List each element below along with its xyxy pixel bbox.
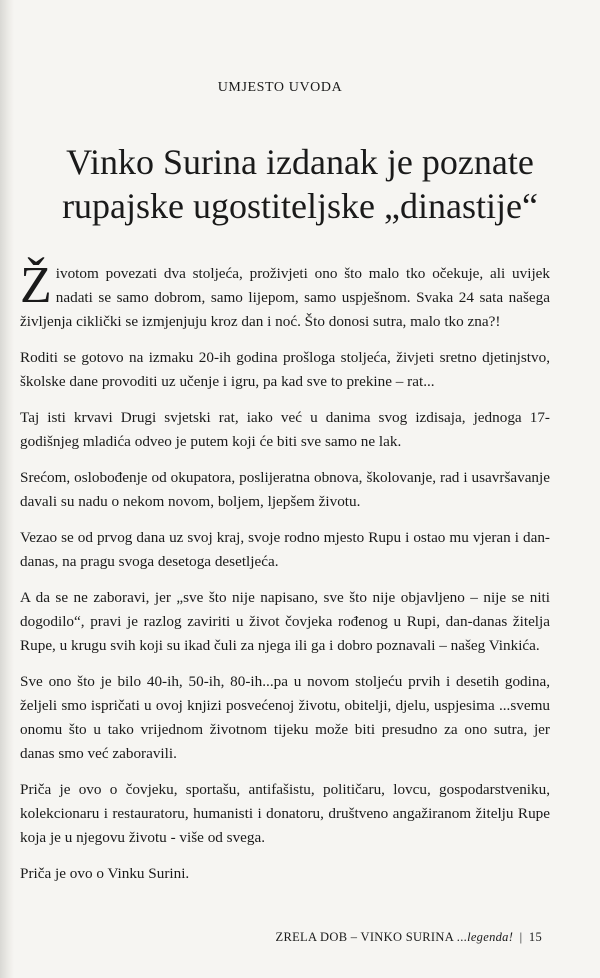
paragraph-8: Priča je ovo o čovjeku, sportašu, antifašistu, političaru, lovcu, gospodarstveniku, kolekcionaru i restauratoru, humanisti i donatoru, društveno angažiranom žitelju Rupe koja je u njegovu životu - više od svega. (20, 781, 550, 846)
chapter-title (40, 140, 560, 228)
title-line-2: rupajske ugostiteljske „dinastije“ (62, 186, 538, 226)
body-text (20, 257, 550, 898)
paragraph-3: Taj isti krvavi Drugi svjetski rat, iako već u danima svog izdisaja, jednoga 17-godišnjeg mladića odveo je putem koji će biti sve samo ne lak. (20, 409, 550, 450)
footer-separator: | (519, 930, 523, 944)
section-label: UMJESTO UVODA (217, 80, 343, 95)
page-gutter-shadow (0, 0, 14, 978)
paragraph-5: Vezao se od prvog dana uz svoj kraj, svoje rodno mjesto Rupu i ostao mu vjeran i dan-danas, na pragu svoga desetoga desetljeća. (20, 529, 550, 570)
paragraph-1-text: ivotom povezati dva stoljeća, proživjeti ono što malo tko očekuje, ali uvijek nadati se samo dobrom, samo lijepom, samo uspješnom. Svaka 24 sata našega življenja ciklički se izmjenjuju kroz dan i noć. Što donosi sutra, malo tko zna?! (20, 265, 550, 330)
running-footer (276, 930, 542, 945)
page-number: 15 (528, 930, 542, 944)
footer-italic: legenda! (467, 930, 514, 944)
paragraph-9: Priča je ovo o Vinku Surini. (20, 865, 190, 882)
paragraph-6: A da se ne zaboravi, jer „sve što nije napisano, sve što nije objavljeno – nije se niti dogodilo“, pravi je razlog zaviriti u život čovjeka rođenog u Rupi, dan-danas žitelja Rupe, u krugu svih koji su ikad čuli za njega ili ga i dobro poznavali – našeg Vinkića. (20, 589, 550, 654)
paragraph-4: Srećom, oslobođenje od okupatora, poslijeratna obnova, školovanje, rad i usavršavanje davali su nadu o nekom novom, boljem, ljepšem životu. (20, 469, 550, 510)
paragraph-2: Roditi se gotovo na izmaku 20-ih godina prošloga stoljeća, živjeti sretno djetinjstvo, školske dane provoditi uz učenje i igru, pa kad sve to prekine – rat... (20, 349, 550, 390)
drop-cap: Ž (20, 257, 52, 314)
title-line-1: Vinko Surina izdanak je poznate (66, 142, 534, 182)
footer-text: ZRELA DOB – VINKO SURINA ... (275, 930, 468, 944)
paragraph-7: Sve ono što je bilo 40-ih, 50-ih, 80-ih...pa u novom stoljeću prvih i desetih godina, željeli smo ispričati u ovoj knjizi posvećenoj životu, obitelji, djelu, uspjesima ...svemu onomu što u tako vrijednom životnom tijeku može biti presudno za ono sutra, jer danas smo već zaboravili. (20, 673, 550, 762)
paragraph-1 (20, 257, 550, 334)
